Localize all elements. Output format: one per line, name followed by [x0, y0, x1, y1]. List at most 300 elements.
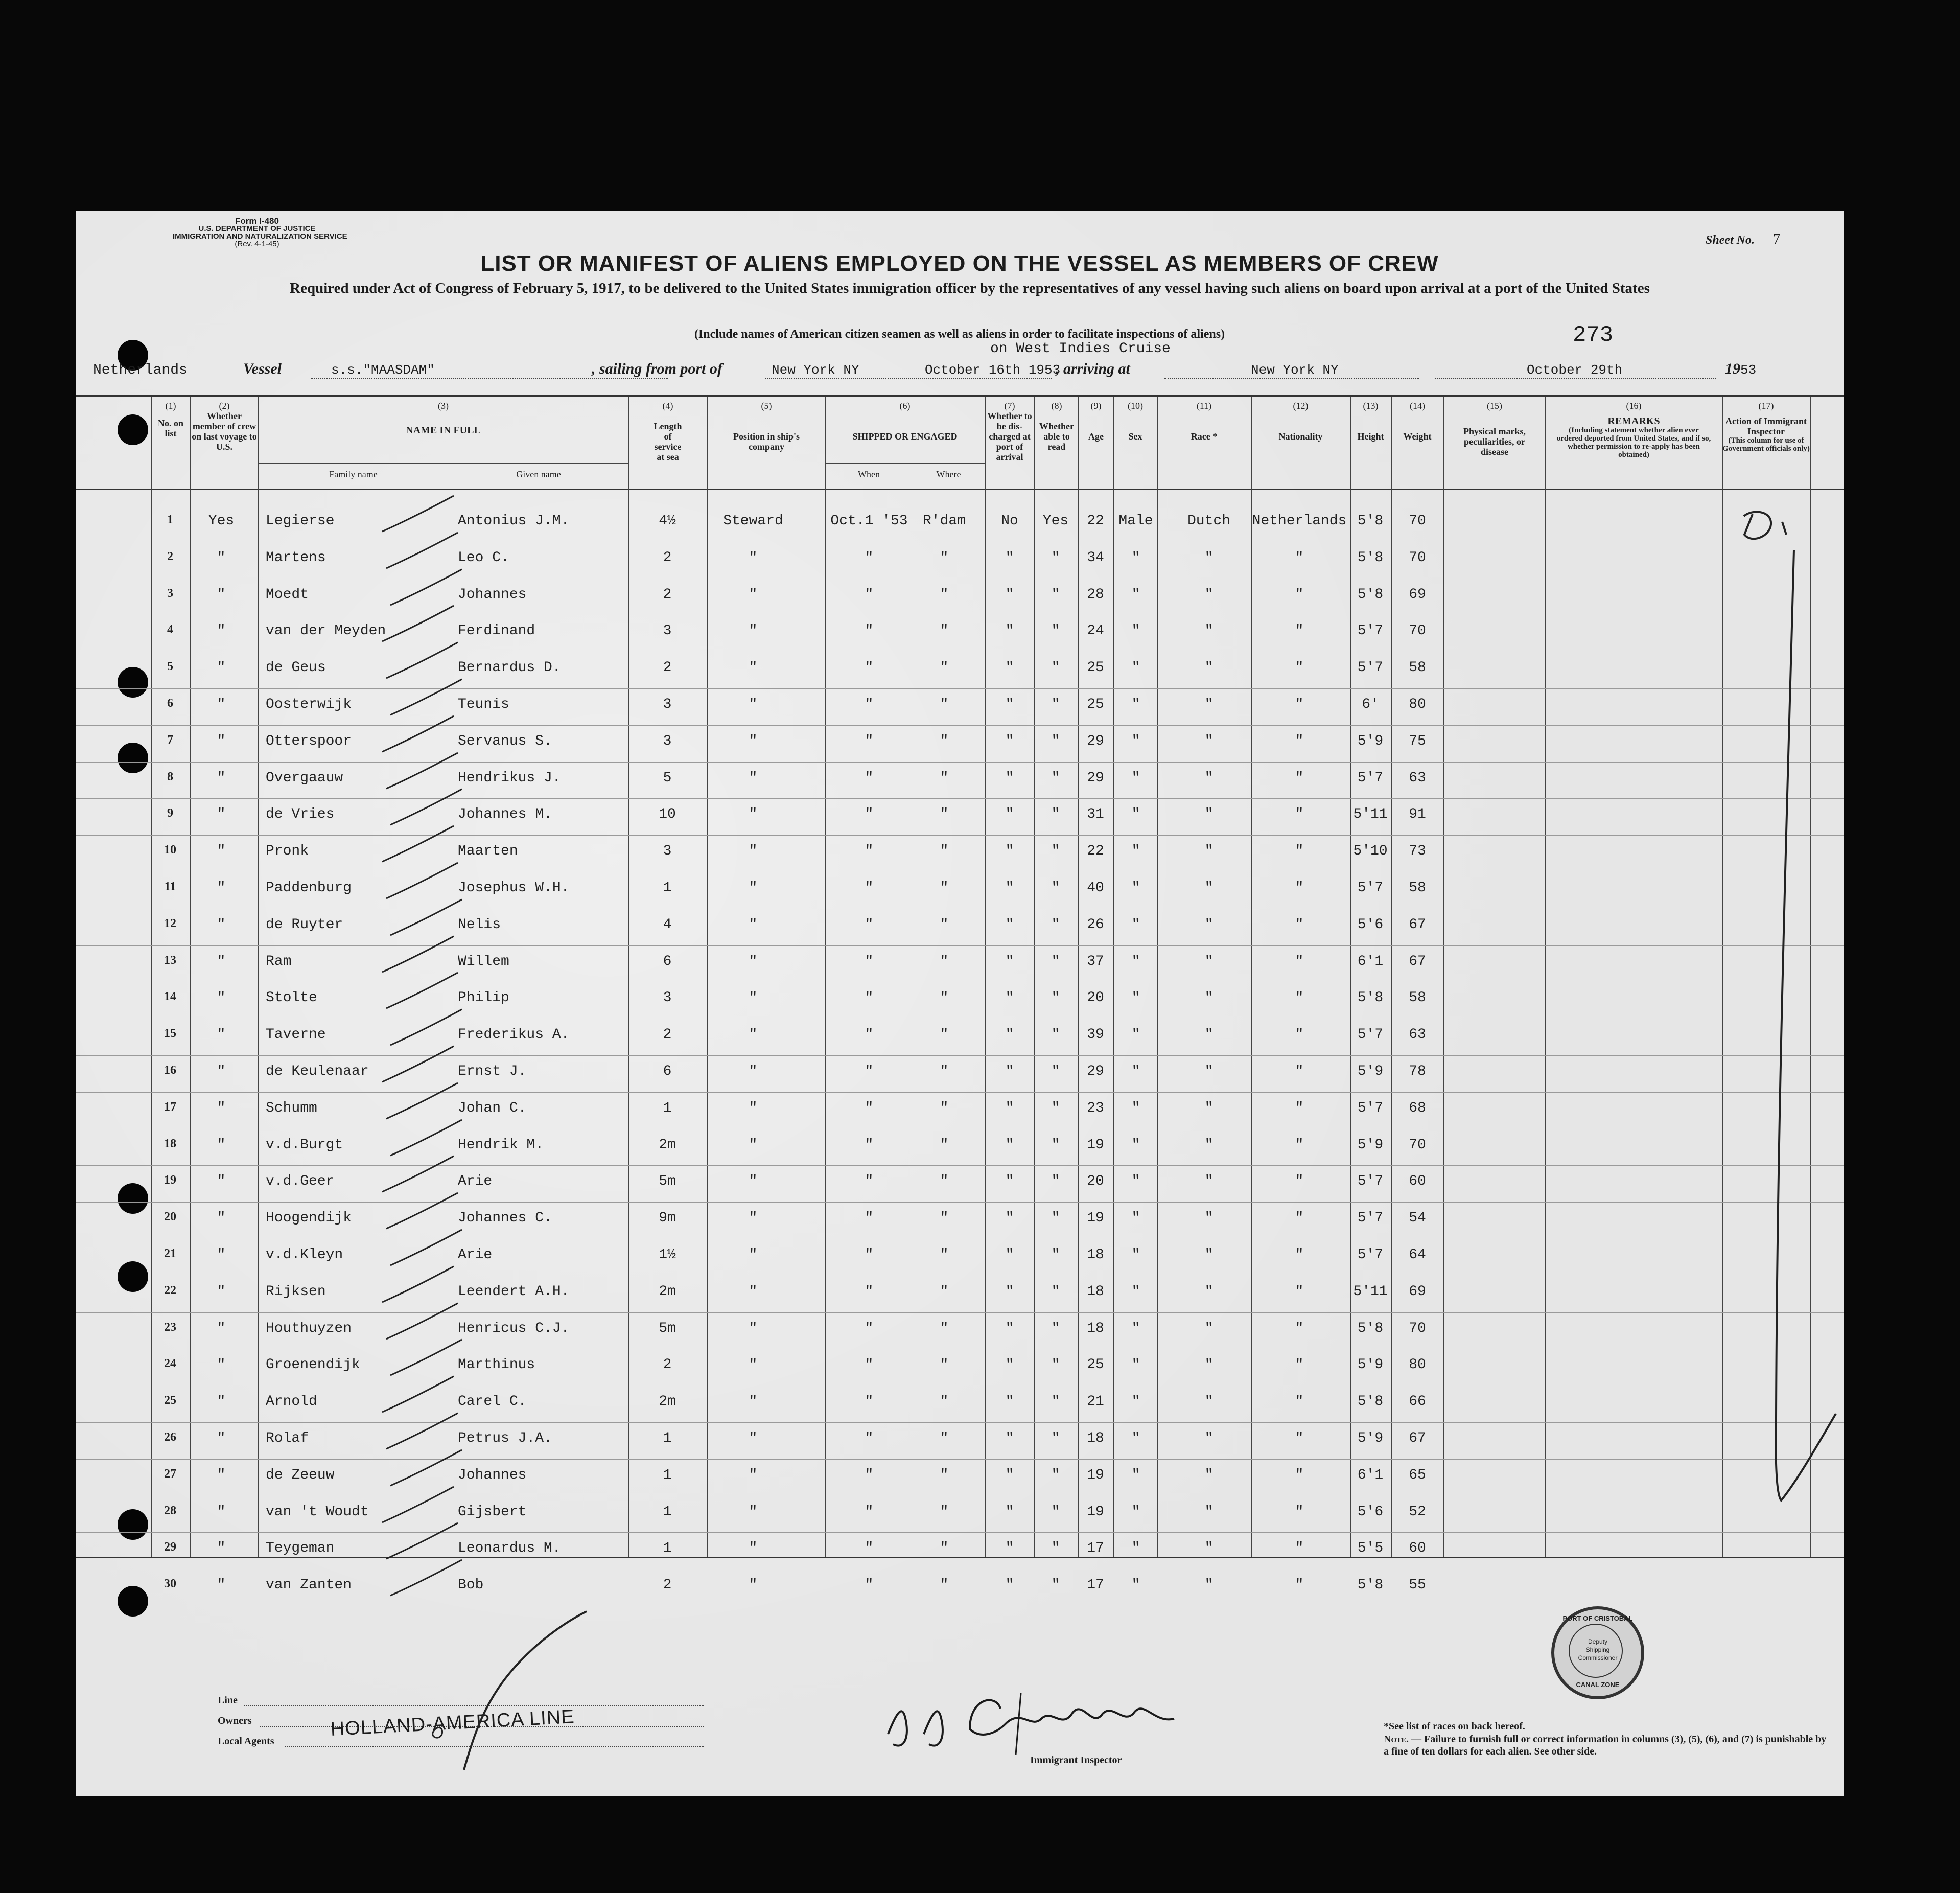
cell-race: "	[1204, 1540, 1214, 1557]
row-rule	[76, 688, 1844, 689]
cell-given: Henricus C.J.	[458, 1320, 570, 1336]
cell-given: Josephus W.H.	[458, 880, 570, 896]
cell-where: "	[940, 1504, 949, 1520]
cell-where: "	[940, 660, 949, 676]
cell-age: 19	[1087, 1504, 1104, 1520]
cell-when: Oct.1 '53	[830, 513, 908, 529]
cell-discharged: "	[1005, 806, 1014, 823]
cell-where: "	[940, 697, 949, 712]
cell-weight: 67	[1409, 1430, 1426, 1446]
cell-where: "	[940, 1357, 949, 1373]
race-note: *See list of races on back hereof.	[1384, 1721, 1525, 1732]
cell-sex: "	[1131, 1540, 1140, 1557]
col-6-where-header: Where	[936, 469, 961, 479]
cell-position: "	[749, 1430, 758, 1446]
cell-read: "	[1051, 1100, 1060, 1116]
col-6-header	[825, 401, 985, 442]
to-port: New York NY	[1251, 362, 1339, 378]
cell-discharged: "	[1005, 697, 1014, 712]
col-13-header	[1350, 401, 1391, 442]
cell-no: 24	[164, 1357, 176, 1371]
cell-when: "	[865, 660, 874, 676]
stamp-number: 273	[1573, 322, 1614, 348]
cell-service: 2	[663, 549, 672, 566]
cell-crew: "	[217, 549, 226, 566]
cell-when: "	[865, 697, 874, 712]
cell-family: Arnold	[266, 1394, 317, 1410]
cell-height: 5'9	[1357, 1064, 1384, 1079]
cell-no: 12	[164, 916, 176, 930]
cell-discharged: "	[1005, 1320, 1014, 1336]
cell-no: 23	[164, 1320, 176, 1334]
cell-service: 9m	[659, 1210, 676, 1227]
cell-weight: 70	[1409, 1320, 1426, 1336]
row-rule	[76, 945, 1844, 946]
cell-position: "	[749, 843, 758, 860]
cell-family: Hoogendijk	[266, 1210, 352, 1227]
cell-race: "	[1204, 880, 1214, 896]
row-rule	[76, 1092, 1844, 1093]
cell-service: 3	[663, 990, 672, 1006]
cell-age: 18	[1087, 1247, 1104, 1263]
cell-no: 29	[164, 1540, 176, 1554]
col-divider	[707, 397, 708, 1557]
cell-sex: "	[1131, 697, 1140, 712]
cell-read: "	[1051, 1027, 1060, 1043]
cell-family: Ram	[266, 953, 292, 969]
cell-crew: Yes	[208, 513, 235, 529]
cell-age: 29	[1087, 770, 1104, 786]
col-divider	[628, 397, 629, 1557]
cell-race: "	[1204, 916, 1214, 933]
cell-race: "	[1204, 1467, 1214, 1483]
cell-crew: "	[217, 733, 226, 749]
cell-when: "	[865, 549, 874, 566]
arrive-year	[1725, 360, 1756, 378]
cell-sex: "	[1131, 623, 1140, 639]
cell-no: 30	[164, 1577, 176, 1591]
cell-crew: "	[217, 1283, 226, 1300]
cell-discharged: "	[1005, 770, 1014, 786]
cell-height: 5'9	[1357, 1137, 1384, 1153]
cell-sex: "	[1131, 1064, 1140, 1079]
cell-sex: "	[1131, 1210, 1140, 1227]
cell-position: "	[749, 916, 758, 933]
cell-discharged: "	[1005, 586, 1014, 603]
col-14-num: (14)	[1410, 401, 1425, 411]
cell-age: 19	[1087, 1137, 1104, 1153]
cell-no: 27	[164, 1467, 176, 1481]
vessel-name: s.s."MAASDAM"	[331, 362, 435, 378]
arriving-label: , arriving at	[1056, 360, 1130, 377]
subheader-line	[825, 463, 985, 464]
cell-age: 24	[1087, 623, 1104, 639]
cell-age: 19	[1087, 1210, 1104, 1227]
cell-read: "	[1051, 1540, 1060, 1557]
cell-no: 6	[167, 697, 173, 710]
cell-discharged: "	[1005, 953, 1014, 969]
cell-crew: "	[217, 880, 226, 896]
cell-when: "	[865, 1064, 874, 1079]
cell-sex: "	[1131, 1137, 1140, 1153]
cell-family: Teygeman	[266, 1540, 335, 1557]
arrive-date: October 29th	[1527, 362, 1623, 378]
cell-crew: "	[217, 1247, 226, 1263]
cell-weight: 60	[1409, 1173, 1426, 1190]
cell-sex: "	[1131, 549, 1140, 566]
cell-age: 18	[1087, 1283, 1104, 1300]
cell-discharged: "	[1005, 880, 1014, 896]
cell-read: "	[1051, 1210, 1060, 1227]
cell-no: 22	[164, 1283, 176, 1297]
inspector-signature	[868, 1678, 1195, 1760]
seal-bottom-text: CANAL ZONE	[1576, 1681, 1620, 1689]
sail-date: October 16th 1953	[925, 362, 1061, 378]
cell-family: de Geus	[266, 660, 326, 676]
cell-service: 3	[663, 623, 672, 639]
vessel-label: Vessel	[243, 360, 282, 377]
cell-nationality: "	[1295, 697, 1304, 712]
seal-center-2: Shipping	[1585, 1646, 1610, 1653]
cell-service: 3	[663, 843, 672, 860]
col-1-header	[151, 401, 190, 438]
cell-sex: "	[1131, 1027, 1140, 1043]
cell-race: "	[1204, 1247, 1214, 1263]
cell-nationality: "	[1295, 549, 1304, 566]
cell-when: "	[865, 1100, 874, 1116]
cell-service: 2	[663, 1577, 672, 1594]
cell-weight: 63	[1409, 770, 1426, 786]
row-rule	[76, 1055, 1844, 1056]
cell-when: "	[865, 990, 874, 1006]
fine-note	[1384, 1733, 1833, 1758]
form-revision: (Rev. 4-1-45)	[235, 240, 279, 248]
cell-age: 31	[1087, 806, 1104, 823]
form-number: Form I-480	[235, 216, 279, 226]
cell-service: 4½	[659, 513, 676, 529]
col-divider	[1443, 397, 1444, 1557]
cell-discharged: "	[1005, 843, 1014, 860]
cell-position: "	[749, 990, 758, 1006]
cell-age: 22	[1087, 513, 1104, 529]
date-underline	[1435, 378, 1716, 379]
cruise-note: on West Indies Cruise	[990, 341, 1171, 357]
col-8-header	[1035, 401, 1078, 452]
col-7-num: (7)	[1004, 401, 1015, 411]
cell-sex: "	[1131, 1394, 1140, 1410]
cell-where: "	[940, 1577, 949, 1594]
cell-family: van 't Woudt	[266, 1504, 369, 1520]
subheader-line	[258, 463, 628, 464]
cell-weight: 64	[1409, 1247, 1426, 1263]
cell-given: Johan C.	[458, 1100, 527, 1116]
cell-nationality: "	[1295, 1027, 1304, 1043]
col-13-num: (13)	[1363, 401, 1379, 411]
cell-crew: "	[217, 1027, 226, 1043]
cell-service: 1	[663, 1100, 672, 1116]
cell-family: Rolaf	[266, 1430, 309, 1446]
cell-family: de Keulenaar	[266, 1064, 369, 1079]
col-4-num: (4)	[662, 401, 673, 411]
col-16-note: (Including statement whether alien ever ordered deported from United States, and if so, whether permission to re-apply has been obtained)	[1556, 426, 1711, 459]
cell-family: Pronk	[266, 843, 309, 860]
cell-age: 40	[1087, 880, 1104, 896]
col-3-num: (3)	[438, 401, 449, 411]
cell-height: 5'7	[1357, 770, 1384, 786]
cell-nationality: "	[1295, 1540, 1304, 1557]
col-9-header	[1079, 401, 1113, 442]
cell-where: "	[940, 586, 949, 603]
cell-service: 6	[663, 1064, 672, 1079]
cell-nationality: "	[1295, 1357, 1304, 1373]
cell-read: "	[1051, 1577, 1060, 1594]
row-rule	[76, 1532, 1844, 1533]
col-13-label: Height	[1357, 431, 1384, 442]
cell-age: 17	[1087, 1577, 1104, 1594]
cell-crew: "	[217, 1320, 226, 1336]
cell-discharged: "	[1005, 733, 1014, 749]
cell-weight: 58	[1409, 880, 1426, 896]
cell-no: 2	[167, 549, 173, 563]
footer-agents-label: Local Agents	[218, 1736, 274, 1747]
col-divider	[1113, 397, 1114, 1557]
cell-race: "	[1204, 843, 1214, 860]
cell-when: "	[865, 843, 874, 860]
cell-family: de Zeeuw	[266, 1467, 335, 1483]
cell-given: Petrus J.A.	[458, 1430, 552, 1446]
year-prefix: 19	[1725, 360, 1740, 377]
cell-service: 1	[663, 1504, 672, 1520]
cell-when: "	[865, 1504, 874, 1520]
cell-age: 19	[1087, 1467, 1104, 1483]
cell-given: Johannes	[458, 586, 527, 603]
cell-height: 5'8	[1357, 1320, 1384, 1336]
col-divider	[1722, 397, 1723, 1557]
cell-where: "	[940, 1283, 949, 1300]
cell-crew: "	[217, 953, 226, 969]
cell-read: Yes	[1042, 513, 1069, 529]
cell-position: "	[749, 1357, 758, 1373]
cell-position: "	[749, 1577, 758, 1594]
cell-weight: 67	[1409, 953, 1426, 969]
cell-height: 6'1	[1357, 953, 1384, 969]
cell-no: 28	[164, 1504, 176, 1517]
row-rule	[76, 762, 1844, 763]
col-2-label: Whether member of crew on last voyage to U.S.	[192, 411, 257, 452]
cell-no: 11	[164, 880, 176, 893]
col-11-num: (11)	[1196, 401, 1212, 411]
col-4-header	[629, 401, 706, 462]
cell-service: 1½	[659, 1247, 676, 1263]
cell-weight: 67	[1409, 916, 1426, 933]
col-10-num: (10)	[1128, 401, 1143, 411]
cell-where: "	[940, 733, 949, 749]
sail-underline	[765, 378, 1052, 379]
cell-position: "	[749, 623, 758, 639]
cell-no: 7	[167, 733, 173, 747]
cell-height: 5'8	[1357, 513, 1384, 529]
seal-center-3: Commissioner	[1578, 1654, 1618, 1661]
cell-nationality: "	[1295, 1467, 1304, 1483]
col-divider	[1251, 397, 1252, 1557]
cell-given: Antonius J.M.	[458, 513, 570, 529]
cell-service: 1	[663, 1467, 672, 1483]
cell-crew: "	[217, 1540, 226, 1557]
col-17-note: (This column for use of Government officials only)	[1722, 436, 1810, 453]
cell-read: "	[1051, 1467, 1060, 1483]
cell-discharged: "	[1005, 1064, 1014, 1079]
cell-when: "	[865, 1540, 874, 1557]
footer-owners-label: Owners	[218, 1715, 252, 1726]
cell-race: "	[1204, 1137, 1214, 1153]
cell-crew: "	[217, 1064, 226, 1079]
cell-given: Johannes M.	[458, 806, 552, 823]
cell-nationality: "	[1295, 770, 1304, 786]
cell-height: 5'11	[1353, 1283, 1388, 1300]
port-seal	[1551, 1606, 1644, 1699]
cell-when: "	[865, 770, 874, 786]
cell-age: 28	[1087, 586, 1104, 603]
cell-height: 5'5	[1357, 1540, 1384, 1557]
cell-read: "	[1051, 953, 1060, 969]
cell-position: "	[749, 1064, 758, 1079]
page-title: LIST OR MANIFEST OF ALIENS EMPLOYED ON THE VESSEL AS MEMBERS OF CREW	[480, 251, 1439, 276]
cell-sex: "	[1131, 1467, 1140, 1483]
manifest-sheet	[76, 211, 1844, 1796]
cell-read: "	[1051, 733, 1060, 749]
cell-read: "	[1051, 586, 1060, 603]
cell-crew: "	[217, 586, 226, 603]
cell-where: "	[940, 1467, 949, 1483]
col-7-header	[985, 401, 1034, 462]
col-12-num: (12)	[1293, 401, 1309, 411]
cell-given: Ferdinand	[458, 623, 535, 639]
cell-nationality: "	[1295, 916, 1304, 933]
cell-weight: 65	[1409, 1467, 1426, 1483]
cell-sex: "	[1131, 1577, 1140, 1594]
cell-read: "	[1051, 916, 1060, 933]
cell-service: 3	[663, 733, 672, 749]
cell-crew: "	[217, 1577, 226, 1594]
cell-when: "	[865, 1577, 874, 1594]
cell-service: 5m	[659, 1173, 676, 1190]
col-divider	[151, 397, 152, 1557]
cell-where: "	[940, 623, 949, 639]
cell-service: 1	[663, 1540, 672, 1557]
cell-height: 5'8	[1357, 1394, 1384, 1410]
cell-no: 4	[167, 623, 173, 637]
col-17-num: (17)	[1758, 401, 1774, 411]
row-rule	[76, 725, 1844, 726]
cell-given: Carel C.	[458, 1394, 527, 1410]
cell-position: "	[749, 1540, 758, 1557]
cell-height: 5'7	[1357, 1100, 1384, 1116]
cell-nationality: "	[1295, 1320, 1304, 1336]
cell-race: "	[1204, 1210, 1214, 1227]
cell-sex: "	[1131, 1320, 1140, 1336]
cell-height: 5'7	[1357, 880, 1384, 896]
cell-no: 3	[167, 586, 173, 600]
cell-family: de Ruyter	[266, 916, 343, 933]
col-5-label: Position in ship's company	[733, 431, 800, 452]
cell-race: "	[1204, 586, 1214, 603]
cell-when: "	[865, 806, 874, 823]
cell-when: "	[865, 586, 874, 603]
cell-race: "	[1204, 806, 1214, 823]
cell-where: "	[940, 953, 949, 969]
cell-when: "	[865, 1394, 874, 1410]
cell-nationality: "	[1295, 1064, 1304, 1079]
cell-race: "	[1204, 1173, 1214, 1190]
cell-read: "	[1051, 1320, 1060, 1336]
cell-weight: 69	[1409, 1283, 1426, 1300]
cell-weight: 54	[1409, 1210, 1426, 1227]
cell-sex: "	[1131, 770, 1140, 786]
cell-when: "	[865, 1357, 874, 1373]
inspector-check-mark	[1726, 499, 1844, 1546]
cell-sex: "	[1131, 880, 1140, 896]
cell-when: "	[865, 1173, 874, 1190]
cell-given: Leendert A.H.	[458, 1283, 570, 1300]
cell-discharged: "	[1005, 1210, 1014, 1227]
cell-when: "	[865, 953, 874, 969]
cell-given: Johannes	[458, 1467, 527, 1483]
sheet-number	[1706, 232, 1780, 248]
cell-discharged: "	[1005, 1504, 1014, 1520]
cell-age: 20	[1087, 990, 1104, 1006]
cell-given: Bernardus D.	[458, 660, 561, 676]
cell-service: 2	[663, 1357, 672, 1373]
cell-where: "	[940, 1394, 949, 1410]
cell-nationality: "	[1295, 1394, 1304, 1410]
cell-given: Leo C.	[458, 549, 509, 566]
cell-no: 20	[164, 1210, 176, 1224]
cell-read: "	[1051, 806, 1060, 823]
cell-race: "	[1204, 1357, 1214, 1373]
cell-when: "	[865, 1430, 874, 1446]
cell-where: "	[940, 916, 949, 933]
cell-no: 19	[164, 1173, 176, 1187]
cell-given: Servanus S.	[458, 733, 552, 749]
cell-weight: 91	[1409, 806, 1426, 823]
cell-age: 20	[1087, 1173, 1104, 1190]
cell-height: 5'7	[1357, 660, 1384, 676]
cell-age: 26	[1087, 916, 1104, 933]
cell-weight: 75	[1409, 733, 1426, 749]
cell-no: 14	[164, 990, 176, 1004]
name-check-mark	[385, 1556, 467, 1602]
cell-race: "	[1204, 1430, 1214, 1446]
cell-no: 8	[167, 770, 173, 783]
cell-crew: "	[217, 770, 226, 786]
cell-weight: 52	[1409, 1504, 1426, 1520]
col-5-header	[708, 401, 825, 452]
cell-given: Bob	[458, 1577, 484, 1594]
col-divider	[1350, 397, 1351, 1557]
cell-given: Philip	[458, 990, 509, 1006]
cell-position: "	[749, 660, 758, 676]
cell-weight: 70	[1409, 549, 1426, 566]
cell-family: Groenendijk	[266, 1357, 360, 1373]
cell-race: "	[1204, 990, 1214, 1006]
form-department: U.S. DEPARTMENT OF JUSTICE	[198, 224, 316, 233]
col-5-num: (5)	[761, 401, 772, 411]
cell-discharged: "	[1005, 1283, 1014, 1300]
cell-height: 5'8	[1357, 549, 1384, 566]
cell-age: 37	[1087, 953, 1104, 969]
cell-discharged: "	[1005, 1357, 1014, 1373]
cell-service: 2	[663, 586, 672, 603]
